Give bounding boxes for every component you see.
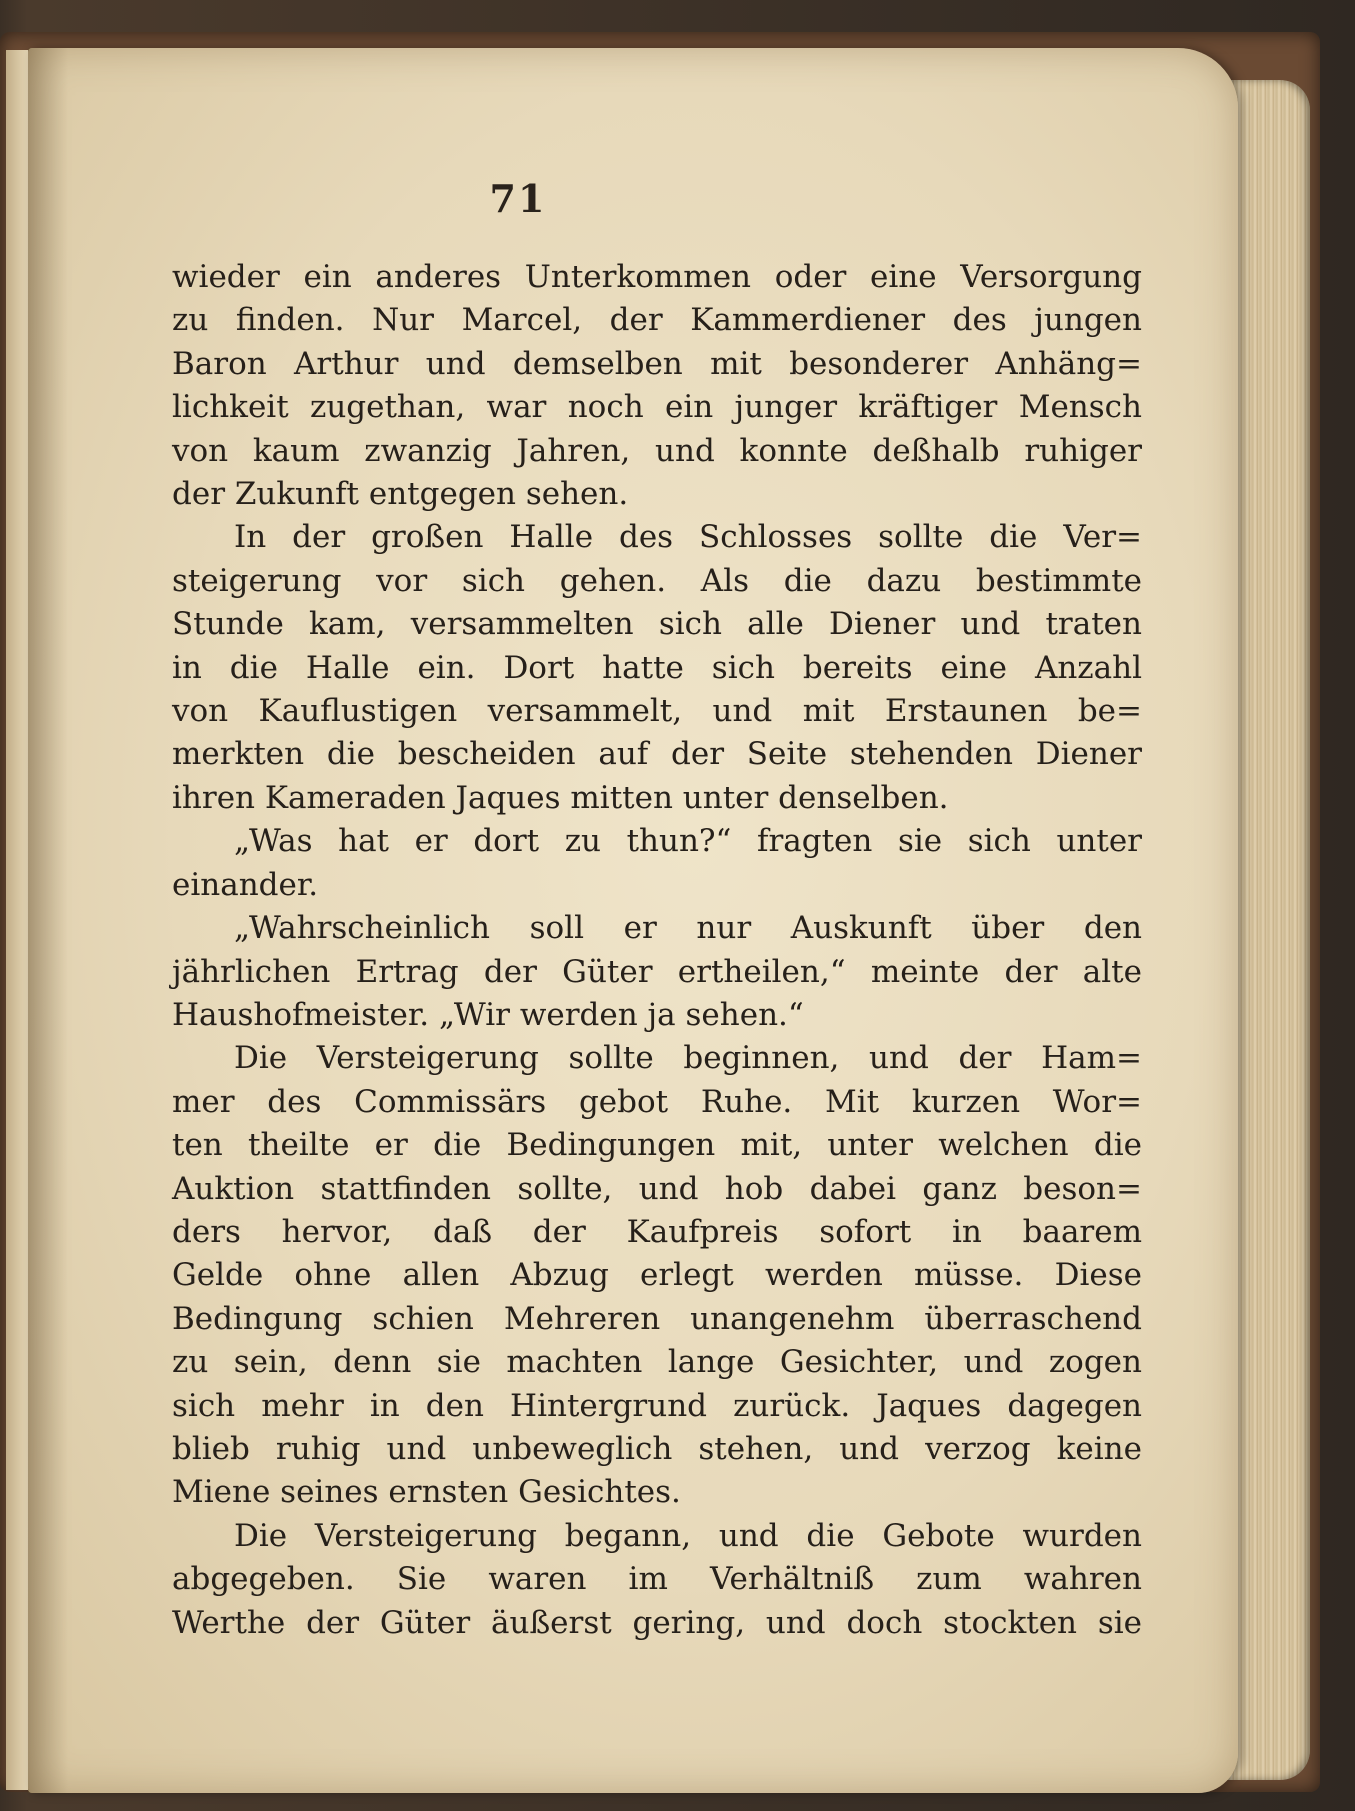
text-line: wieder ein anderes Unterkommen oder eine Versorgung — [172, 259, 1142, 295]
page-number: 71 — [489, 176, 547, 221]
text-line: Auktion stattfinden sollte, und hob dabei ganz beson= — [172, 1170, 1142, 1207]
text-line: steigerung vor sich gehen. Als die dazu bestimmte — [172, 562, 1142, 599]
text-line: Gelde ohne allen Abzug erlegt werden müsse. Diese — [172, 1257, 1142, 1294]
text-line: „Was hat er dort zu thun?“ fragten sie sich unter — [234, 823, 1142, 860]
body-text — [172, 256, 1142, 1645]
text-line: lichkeit zugethan, war noch ein junger kräftiger Mensch — [172, 389, 1142, 426]
book-page — [28, 48, 1238, 1793]
text-line: jährlichen Ertrag der Güter ertheilen,“ meinte der alte — [172, 953, 1142, 990]
text-line: Stunde kam, versammelten sich alle Diener und traten — [172, 606, 1142, 643]
text-line: zu sein, denn sie machten lange Gesichter, und zogen — [172, 1344, 1142, 1381]
text-line: mer des Commissärs gebot Ruhe. Mit kurzen Wor= — [172, 1083, 1142, 1120]
text-line: merkten die bescheiden auf der Seite stehenden Diener — [172, 736, 1142, 773]
text-line: der Zukunft entgegen sehen. — [172, 476, 629, 513]
text-line: einander. — [172, 866, 319, 903]
text-line: Die Versteigerung sollte beginnen, und der Ham= — [234, 1040, 1142, 1077]
previous-page-edge — [6, 50, 28, 1790]
text-line: in die Halle ein. Dort hatte sich bereits eine Anzahl — [172, 649, 1142, 686]
text-line: blieb ruhig und unbeweglich stehen, und verzog keine — [172, 1430, 1142, 1467]
text-line: „Wahrscheinlich soll er nur Auskunft über den — [234, 910, 1142, 947]
text-line: sich mehr in den Hintergrund zurück. Jaques dagegen — [172, 1387, 1142, 1424]
gutter-shadow — [28, 48, 68, 1793]
text-line: ten theilte er die Bedingungen mit, unter welchen die — [172, 1127, 1142, 1164]
text-line: Haushofmeister. „Wir werden ja sehen.“ — [172, 996, 804, 1033]
text-line: abgegeben. Sie waren im Verhältniß zum wahren — [172, 1561, 1142, 1598]
text-line: Bedingung schien Mehreren unangenehm überraschend — [172, 1300, 1142, 1337]
text-line: von kaum zwanzig Jahren, und konnte deßhalb ruhiger — [172, 432, 1142, 469]
text-line: von Kauflustigen versammelt, und mit Erstaunen be= — [172, 693, 1142, 730]
text-line: Baron Arthur und demselben mit besonderer Anhäng= — [172, 345, 1142, 382]
text-line: In der großen Halle des Schlosses sollte die Ver= — [234, 519, 1142, 556]
text-line: Werthe der Güter äußerst gering, und doch stockten sie — [172, 1604, 1142, 1641]
text-line: Die Versteigerung begann, und die Gebote wurden — [234, 1517, 1142, 1554]
text-line: ihren Kameraden Jaques mitten unter denselben. — [172, 779, 949, 816]
text-line: Miene seines ernsten Gesichtes. — [172, 1474, 681, 1511]
text-line: zu finden. Nur Marcel, der Kammerdiener des jungen — [172, 302, 1142, 339]
text-line: ders hervor, daß der Kaufpreis sofort in baarem — [172, 1213, 1142, 1250]
